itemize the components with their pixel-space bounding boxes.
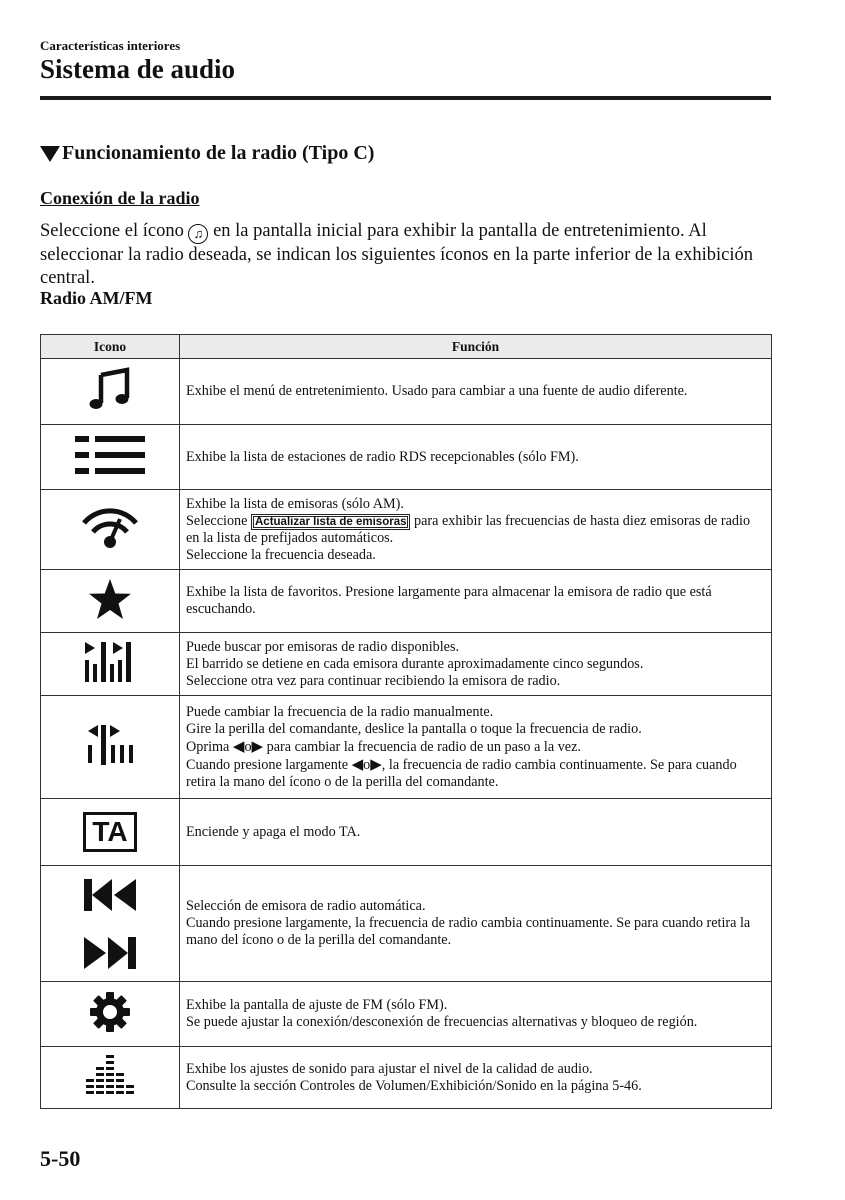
desc-line: Exhibe el menú de entretenimiento. Usado para cambiar a una fuente de audio diferente.	[186, 383, 688, 399]
table-row	[41, 982, 772, 1047]
function-table	[40, 334, 772, 1109]
icon-cell	[41, 490, 180, 570]
desc-line: Seleccione otra vez para continuar recibiendo la emisora de radio.	[186, 672, 561, 689]
desc-line: Cuando presione largamente, la frecuencia de radio cambia continuamente. Se para cuando retira la mano del ícono o de la perilla del comandante.	[186, 915, 751, 948]
desc-line: Exhibe la lista de emisoras (sólo AM).	[186, 495, 404, 512]
subsection-title: Conexión de la radio	[40, 188, 200, 208]
desc-cell	[180, 570, 772, 633]
left-arrow-icon: ◀	[232, 736, 245, 755]
desc-cell	[180, 1047, 772, 1109]
gear-icon	[89, 991, 131, 1033]
desc-line: El barrido se detiene en cada emisora durante aproximadamente cinco segundos.	[186, 655, 644, 672]
left-arrow-icon: ◀	[351, 754, 364, 773]
table-row	[41, 425, 772, 490]
hold-text-after: , la frecuencia de radio cambia continuamente. Se para cuando retira la mano del ícono o de la perilla del comandante.	[186, 756, 737, 790]
music-note-icon	[88, 367, 132, 411]
icon-cell	[41, 425, 180, 490]
press-text-before: Oprima	[186, 738, 233, 755]
icon-cell	[41, 696, 180, 799]
desc-line: Enciende y apaga el modo TA.	[186, 823, 361, 840]
desc-cell	[180, 633, 772, 696]
intro-text-after: en la pantalla inicial para exhibir la pantalla de entretenimiento. Al seleccionar la radio deseada, se indican los siguientes íconos en la parte inferior de la exhibición central.	[40, 221, 754, 288]
desc-line: Gire la perilla del comandante, deslice la pantalla o toque la frecuencia de radio.	[186, 720, 642, 737]
table-row	[41, 866, 772, 982]
update-station-list-button[interactable]: Actualizar lista de emisoras	[251, 514, 410, 530]
right-arrow-icon: ▶	[370, 754, 382, 773]
triangle-marker-icon	[40, 146, 60, 162]
list-icon	[75, 434, 145, 476]
table-row	[41, 633, 772, 696]
desc-line: Selección de emisora de radio automática.	[186, 898, 426, 914]
hold-text-before: Cuando presione largamente	[186, 756, 352, 773]
seek-forward-icon	[82, 935, 138, 971]
select-text-before: Seleccione	[186, 512, 251, 529]
desc-line: Exhibe los ajustes de sonido para ajustar el nivel de la calidad de audio.	[186, 1060, 593, 1077]
icon-cell	[41, 982, 180, 1047]
desc-line: Exhibe la lista de favoritos. Presione largamente para almacenar la emisora de radio que está escuchando.	[186, 584, 712, 617]
star-icon	[88, 578, 132, 620]
desc-cell	[180, 982, 772, 1047]
ta-icon: TA	[83, 812, 136, 852]
desc-cell	[180, 425, 772, 490]
desc-line	[186, 756, 765, 791]
desc-cell	[180, 866, 772, 982]
or-text: o	[244, 738, 252, 755]
desc-line: Consulte la sección Controles de Volumen/Exhibición/Sonido en la página 5-46.	[186, 1077, 642, 1094]
header-function: Función	[180, 335, 772, 359]
intro-paragraph	[40, 220, 780, 290]
header-divider	[40, 96, 771, 100]
desc-line	[186, 513, 765, 547]
desc-line: Puede buscar por emisoras de radio disponibles.	[186, 638, 460, 655]
table-header-row	[41, 335, 772, 359]
section-title-text: Funcionamiento de la radio (Tipo C)	[62, 142, 375, 164]
desc-line	[186, 738, 765, 756]
table-row	[41, 1047, 772, 1109]
desc-line: Exhibe la lista de estaciones de radio RDS recepcionables (sólo FM).	[186, 448, 579, 465]
tune-icon	[86, 723, 134, 767]
page-number: 5-50	[40, 1146, 81, 1171]
select-text-after: para exhibir las frecuencias de hasta diez emisoras de radio en la lista de prefijados automáticos.	[186, 512, 751, 546]
desc-cell	[180, 696, 772, 799]
music-note-icon: ♫	[188, 224, 208, 244]
desc-line: Seleccione la frecuencia deseada.	[186, 546, 376, 563]
icon-cell	[41, 633, 180, 696]
intro-text-before: Seleccione el ícono	[40, 221, 189, 241]
desc-line: Exhibe la pantalla de ajuste de FM (sólo FM).	[186, 997, 448, 1013]
icon-cell	[41, 799, 180, 866]
press-text-after: para cambiar la frecuencia de radio de un paso a la vez.	[263, 738, 581, 755]
table-row	[41, 696, 772, 799]
table-row	[41, 799, 772, 866]
table-row	[41, 359, 772, 425]
radio-signal-icon	[80, 505, 140, 549]
desc-line: Se puede ajustar la conexión/desconexión de frecuencias alternativas y bloqueo de región.	[186, 1014, 698, 1030]
icon-cell	[41, 1047, 180, 1109]
icon-cell	[41, 359, 180, 425]
seek-back-icon	[82, 877, 138, 913]
equalizer-icon	[85, 1054, 135, 1096]
scan-icon	[83, 640, 137, 684]
table-row	[41, 570, 772, 633]
or-text: o	[363, 756, 371, 773]
page-title: Sistema de audio	[40, 54, 236, 84]
radio-type-label: Radio AM/FM	[40, 288, 153, 308]
icon-cell	[41, 866, 180, 982]
section-heading	[40, 142, 374, 165]
desc-line: Puede cambiar la frecuencia de la radio manualmente.	[186, 703, 494, 720]
right-arrow-icon: ▶	[251, 736, 264, 755]
desc-cell	[180, 490, 772, 570]
desc-cell	[180, 359, 772, 425]
desc-cell	[180, 799, 772, 866]
header-icon: Icono	[41, 335, 180, 359]
table-row	[41, 490, 772, 570]
icon-cell	[41, 570, 180, 633]
chapter-label: Características interiores	[40, 38, 181, 53]
